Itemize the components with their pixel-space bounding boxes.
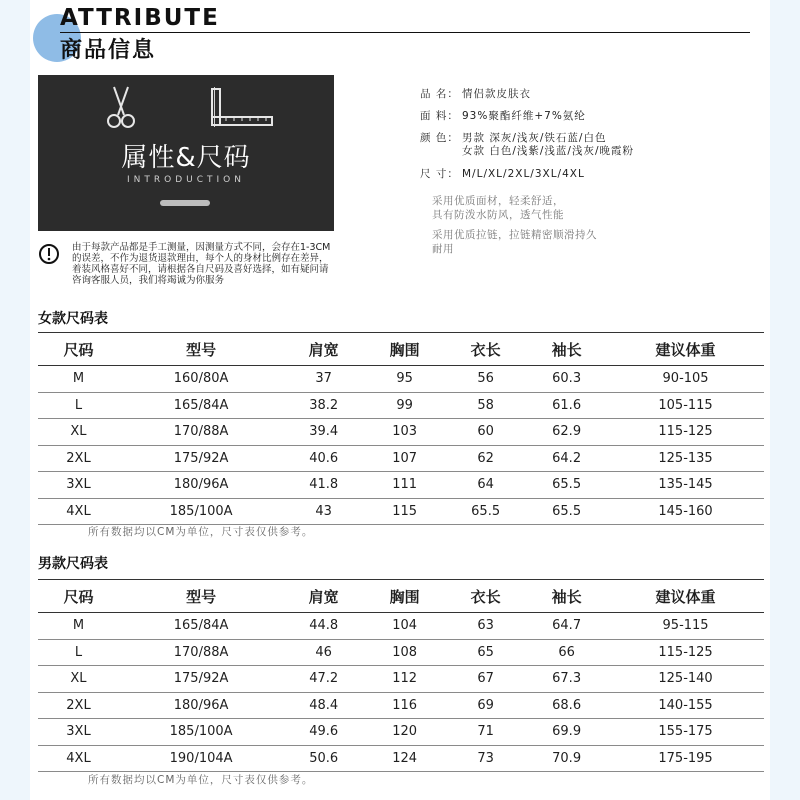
scissors-icon (98, 85, 144, 131)
table-cell: 70.9 (526, 745, 607, 772)
table-cell: 125-135 (607, 445, 764, 472)
header-title-cn: 商品信息 (60, 38, 157, 63)
table-cell: M (38, 366, 119, 393)
table-row (38, 666, 764, 693)
spec-row (420, 108, 586, 123)
table-cell: 180/96A (119, 692, 283, 719)
table-cell: 63 (445, 613, 526, 640)
table-cell: 90-105 (607, 366, 764, 393)
table-cell: L (38, 392, 119, 419)
table-cell: 170/88A (119, 419, 283, 446)
table-cell: 62.9 (526, 419, 607, 446)
column-header: 胸围 (364, 580, 445, 613)
table-cell: 38.2 (283, 392, 364, 419)
table-cell: 4XL (38, 745, 119, 772)
table-cell: 67.3 (526, 666, 607, 693)
table-cell: 68.6 (526, 692, 607, 719)
women-table-title: 女款尺码表 (38, 311, 108, 327)
column-header: 尺码 (38, 333, 119, 366)
table-cell: 47.2 (283, 666, 364, 693)
table-row (38, 472, 764, 499)
table-cell: 60.3 (526, 366, 607, 393)
table-cell: 103 (364, 419, 445, 446)
measurement-notice: 由于每款产品都是手工测量，因测量方式不同，会存在1-3CM的误差，不作为退货退款理由，每个人的身材比例存在差异，着装风格喜好不同，请根据各自尺码及喜好选择，如有疑问请咨询客服人员，我们将竭诚为你服务 (72, 242, 331, 286)
table-cell: 2XL (38, 445, 119, 472)
table-cell: XL (38, 666, 119, 693)
spec-value: 女款 白色/浅紫/浅蓝/浅灰/晚霞粉 (462, 145, 634, 157)
spec-label: 尺 寸： (420, 168, 459, 180)
table-cell: 3XL (38, 719, 119, 746)
table-cell: 66 (526, 639, 607, 666)
table-cell: 111 (364, 472, 445, 499)
card-title: 属性&尺码 (121, 143, 251, 173)
column-header: 型号 (119, 580, 283, 613)
table-cell: 115-125 (607, 419, 764, 446)
table-row (38, 419, 764, 446)
table-header-row (38, 333, 764, 366)
table-cell: 108 (364, 639, 445, 666)
table-cell: 145-160 (607, 498, 764, 525)
table-cell: 67 (445, 666, 526, 693)
table-cell: 56 (445, 366, 526, 393)
table-row (38, 498, 764, 525)
card-accent-bar (160, 200, 210, 206)
spec-label: 面 料： (420, 110, 459, 122)
table-cell: 95 (364, 366, 445, 393)
column-header: 袖长 (526, 333, 607, 366)
table-cell: 41.8 (283, 472, 364, 499)
table-cell: 112 (364, 666, 445, 693)
table-row (38, 692, 764, 719)
men-table-note: 所有数据均以CM为单位，尺寸表仅供参考。 (88, 774, 314, 786)
table-cell: M (38, 613, 119, 640)
header-title-en: ATTRIBUTE (60, 5, 220, 31)
table-row (38, 392, 764, 419)
table-cell: 65.5 (445, 498, 526, 525)
table-cell: 44.8 (283, 613, 364, 640)
column-header: 建议体重 (607, 580, 764, 613)
table-cell: 64.7 (526, 613, 607, 640)
table-cell: 120 (364, 719, 445, 746)
men-size-table (38, 579, 764, 772)
table-cell: 175-195 (607, 745, 764, 772)
table-cell: 37 (283, 366, 364, 393)
table-cell: 69 (445, 692, 526, 719)
spec-value: M/L/XL/2XL/3XL/4XL (462, 168, 585, 180)
table-cell: 69.9 (526, 719, 607, 746)
column-header: 胸围 (364, 333, 445, 366)
table-cell: 3XL (38, 472, 119, 499)
spec-label: 品 名： (420, 88, 459, 100)
table-cell: 65.5 (526, 498, 607, 525)
table-cell: 185/100A (119, 498, 283, 525)
men-table-title: 男款尺码表 (38, 556, 108, 572)
table-cell: 73 (445, 745, 526, 772)
table-cell: 107 (364, 445, 445, 472)
spec-row (420, 166, 585, 181)
table-cell: 46 (283, 639, 364, 666)
column-header: 建议体重 (607, 333, 764, 366)
table-cell: 61.6 (526, 392, 607, 419)
spec-value: 男款 深灰/浅灰/铁石蓝/白色 (462, 132, 607, 144)
column-header: 衣长 (445, 580, 526, 613)
table-cell: 64 (445, 472, 526, 499)
table-cell: 165/84A (119, 613, 283, 640)
table-cell: 95-115 (607, 613, 764, 640)
column-header: 型号 (119, 333, 283, 366)
table-cell: 124 (364, 745, 445, 772)
women-size-table (38, 332, 764, 525)
table-cell: 48.4 (283, 692, 364, 719)
table-cell: 43 (283, 498, 364, 525)
table-cell: 65 (445, 639, 526, 666)
table-cell: 64.2 (526, 445, 607, 472)
table-cell: 49.6 (283, 719, 364, 746)
fabric-description: 采用优质面材，轻柔舒适， 具有防泼水防风，透气性能 (432, 195, 564, 221)
table-cell: 185/100A (119, 719, 283, 746)
table-cell: 58 (445, 392, 526, 419)
column-header: 尺码 (38, 580, 119, 613)
table-cell: 65.5 (526, 472, 607, 499)
column-header: 肩宽 (283, 333, 364, 366)
men-table-body (38, 613, 764, 772)
table-row (38, 639, 764, 666)
women-table-note: 所有数据均以CM为单位，尺寸表仅供参考。 (88, 526, 314, 538)
column-header: 袖长 (526, 580, 607, 613)
attribute-card (38, 75, 334, 231)
table-cell: XL (38, 419, 119, 446)
table-cell: 116 (364, 692, 445, 719)
table-cell: 4XL (38, 498, 119, 525)
table-cell: 160/80A (119, 366, 283, 393)
table-cell: 180/96A (119, 472, 283, 499)
table-cell: 155-175 (607, 719, 764, 746)
spec-value: 情侣款皮肤衣 (462, 88, 531, 100)
table-cell: 50.6 (283, 745, 364, 772)
table-cell: 115 (364, 498, 445, 525)
table-cell: 175/92A (119, 666, 283, 693)
ruler-icon (206, 87, 276, 129)
table-row (38, 745, 764, 772)
table-cell: 190/104A (119, 745, 283, 772)
table-row (38, 719, 764, 746)
women-table-body (38, 366, 764, 525)
table-row (38, 366, 764, 393)
table-row (38, 613, 764, 640)
table-cell: 125-140 (607, 666, 764, 693)
spec-value: 93%聚酯纤维+7%氨纶 (462, 110, 586, 122)
table-cell: 60 (445, 419, 526, 446)
table-cell: 170/88A (119, 639, 283, 666)
table-cell: 62 (445, 445, 526, 472)
column-header: 肩宽 (283, 580, 364, 613)
table-cell: 175/92A (119, 445, 283, 472)
zipper-description: 采用优质拉链，拉链精密顺滑持久 耐用 (432, 229, 597, 255)
card-subtitle: INTRODUCTION (127, 175, 245, 185)
column-header: 衣长 (445, 333, 526, 366)
table-header-row (38, 580, 764, 613)
spec-row (420, 86, 531, 101)
header-rule (60, 32, 750, 33)
table-cell: 39.4 (283, 419, 364, 446)
table-cell: 71 (445, 719, 526, 746)
table-cell: 135-145 (607, 472, 764, 499)
table-cell: 115-125 (607, 639, 764, 666)
table-cell: 140-155 (607, 692, 764, 719)
spec-row (420, 143, 634, 158)
table-cell: L (38, 639, 119, 666)
warning-icon (38, 243, 60, 265)
table-cell: 99 (364, 392, 445, 419)
table-cell: 165/84A (119, 392, 283, 419)
table-cell: 40.6 (283, 445, 364, 472)
table-cell: 105-115 (607, 392, 764, 419)
spec-label: 颜 色： (420, 132, 459, 144)
table-row (38, 445, 764, 472)
table-cell: 2XL (38, 692, 119, 719)
table-cell: 104 (364, 613, 445, 640)
